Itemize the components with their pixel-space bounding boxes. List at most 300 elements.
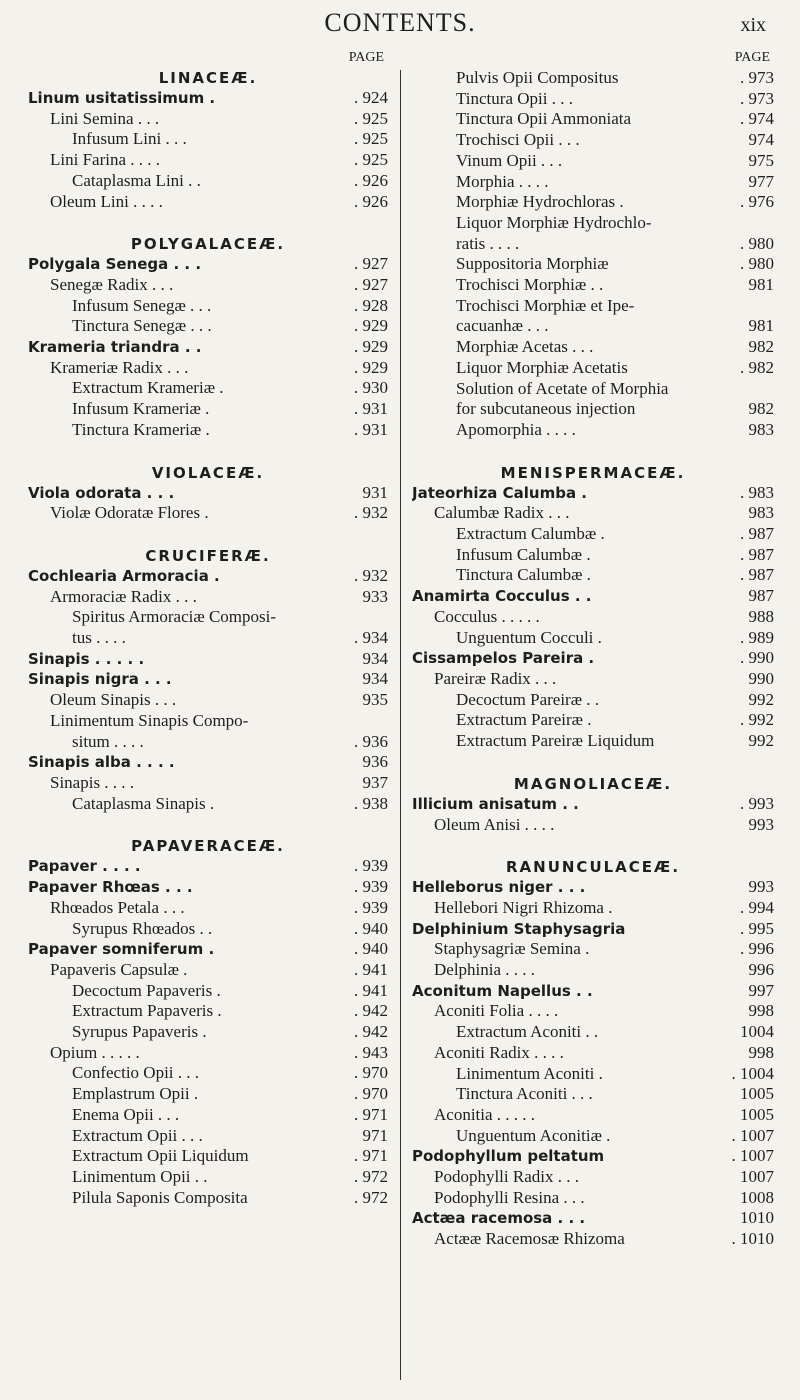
- toc-entry: [28, 399, 388, 420]
- entry-page: . 929: [354, 357, 388, 377]
- entry-name: Calumbæ Radix . . .: [434, 503, 570, 523]
- section-title: VIOLACEÆ.: [151, 463, 265, 482]
- toc-entry: [412, 1043, 774, 1064]
- entry-name: Krameria triandra . .: [28, 338, 202, 357]
- entry-page: . 973: [740, 88, 774, 108]
- column-divider: [400, 70, 401, 1380]
- toc-entry: [412, 89, 774, 110]
- page-title: CONTENTS.: [324, 8, 476, 37]
- toc-entry: [28, 773, 388, 794]
- entry-name: Extractum Pareiræ .: [456, 710, 592, 730]
- entry-name: Podophyllum peltatum: [412, 1147, 605, 1166]
- toc-entry: [28, 129, 388, 150]
- entry-page: . 987: [740, 524, 774, 544]
- entry-name: Rhœados Petala . . .: [50, 897, 185, 917]
- toc-entry-line: Solution of Acetate of Morphia: [456, 378, 669, 398]
- toc-entry-line: Trochisci Morphiæ et Ipe-: [456, 295, 635, 315]
- toc-section: [28, 546, 388, 814]
- entry-name: Enema Opii . . .: [72, 1104, 180, 1124]
- toc-entry: [28, 1146, 388, 1167]
- toc-entry: [412, 358, 774, 379]
- entry-page: . 972: [354, 1187, 388, 1207]
- entry-name: Hellebori Nigri Rhizoma .: [434, 897, 613, 917]
- section-title: LINACEÆ.: [158, 69, 258, 87]
- toc-entry: [412, 524, 774, 545]
- entry-name: Viola odorata . . .: [28, 483, 175, 502]
- toc-entry: [412, 234, 774, 255]
- toc-entry: [412, 939, 774, 960]
- toc-entry: [412, 420, 774, 441]
- toc-entry: [412, 586, 774, 607]
- entry-name: Pulvis Opii Compositus: [456, 68, 619, 87]
- toc-entry: [28, 88, 388, 109]
- entry-name: Tinctura Krameriæ .: [72, 419, 210, 439]
- section-title: RANUNCULACEÆ.: [505, 858, 681, 877]
- page-column-label: PAGE: [348, 50, 384, 65]
- entry-name: Decoctum Papaveris .: [72, 980, 221, 1000]
- entry-name: Tinctura Aconiti . . .: [456, 1084, 593, 1104]
- entry-name: ratis . . . .: [456, 233, 520, 253]
- entry-name: Morphiæ Hydrochloras .: [456, 192, 624, 212]
- toc-entry: [28, 919, 388, 940]
- entry-page: . 971: [354, 1146, 388, 1166]
- left-column: [28, 48, 388, 1208]
- toc-entry: [28, 192, 388, 213]
- entry-page: 981: [748, 275, 774, 295]
- entry-page: 982: [748, 337, 774, 357]
- entry-name: Pilula Saponis Composita: [72, 1187, 248, 1207]
- entry-name: Actæa racemosa . . .: [412, 1209, 586, 1228]
- entry-page: 993: [748, 814, 774, 834]
- entry-name: Tinctura Senegæ . . .: [72, 316, 212, 336]
- entry-page: 1005: [740, 1084, 774, 1104]
- entry-page: . 941: [354, 959, 388, 979]
- entry-page: . 989: [740, 627, 774, 647]
- entry-page: . 929: [354, 316, 388, 336]
- entry-page: 975: [748, 150, 774, 170]
- toc-entry: [28, 794, 388, 815]
- entry-page: . 971: [354, 1104, 388, 1124]
- toc-entry: [412, 919, 774, 940]
- entry-page: . 941: [354, 980, 388, 1000]
- entry-name: Armoraciæ Radix . . .: [50, 586, 197, 606]
- toc-entry: [28, 1022, 388, 1043]
- toc-entry: [412, 815, 774, 836]
- entry-name: Oleum Lini . . . .: [50, 191, 163, 211]
- entry-name: Unguentum Cocculi .: [456, 627, 602, 647]
- entry-page: . 942: [354, 1001, 388, 1021]
- page-number: xix: [740, 14, 766, 36]
- entry-page: 982: [748, 399, 774, 419]
- entry-page: . 982: [740, 357, 774, 377]
- entry-name: Extractum Opii . . .: [72, 1125, 203, 1145]
- entry-name: Cochlearia Armoracia .: [28, 566, 220, 585]
- entry-page: . 926: [354, 191, 388, 211]
- toc-entry: [412, 337, 774, 358]
- toc-entry: [412, 898, 774, 919]
- toc-entry-line: Liquor Morphiæ Hydrochlo-: [456, 212, 652, 232]
- entry-page: 1005: [740, 1104, 774, 1124]
- toc-entry: [28, 316, 388, 337]
- toc-entry: [28, 1084, 388, 1105]
- toc-entry: [28, 628, 388, 649]
- toc-entry: [412, 316, 774, 337]
- entry-name: Krameriæ Radix . . .: [50, 357, 189, 377]
- entry-name: Oleum Sinapis . . .: [50, 690, 177, 710]
- toc-entry: [412, 1105, 774, 1126]
- entry-page: 998: [748, 1042, 774, 1062]
- entry-name: Extractum Krameriæ .: [72, 378, 224, 398]
- entry-page: 981: [748, 316, 774, 336]
- toc-entry: [412, 275, 774, 296]
- entry-name: situm . . . .: [72, 731, 144, 751]
- entry-name: Aconitia . . . . .: [434, 1104, 536, 1124]
- entry-page: 936: [362, 752, 388, 772]
- toc-entry: [412, 648, 774, 669]
- entry-page: 983: [748, 503, 774, 523]
- entry-name: Confectio Opii . . .: [72, 1063, 200, 1083]
- entry-page: . 924: [354, 88, 388, 107]
- toc-entry: [28, 587, 388, 608]
- entry-page: . 987: [740, 544, 774, 564]
- toc-section: [412, 857, 774, 1250]
- entry-name: Papaver somniferum .: [28, 940, 215, 959]
- entry-page: . 992: [740, 710, 774, 730]
- entry-page: . 939: [354, 877, 388, 897]
- toc-entry: [28, 939, 388, 960]
- entry-name: Morphia . . . .: [456, 171, 549, 191]
- entry-page: . 934: [354, 628, 388, 648]
- toc-section: [412, 463, 774, 752]
- entry-page: . 995: [740, 918, 774, 938]
- entry-name: Morphiæ Acetas . . .: [456, 337, 594, 357]
- toc-section: [412, 68, 774, 441]
- section-title: CRUCIFERÆ.: [145, 546, 271, 565]
- entry-page: . 940: [354, 918, 388, 938]
- entry-name: Trochisci Opii . . .: [456, 130, 580, 150]
- toc-entry: [28, 171, 388, 192]
- entry-name: Aconitum Napellus . .: [412, 981, 593, 1000]
- toc-entry: [412, 1229, 774, 1250]
- entry-page: 990: [748, 668, 774, 688]
- toc-entry: [28, 732, 388, 753]
- toc-entry: [28, 358, 388, 379]
- entry-page: . 936: [354, 731, 388, 751]
- entry-name: Suppositoria Morphiæ: [456, 254, 609, 274]
- entry-name: Cataplasma Sinapis .: [72, 793, 215, 813]
- entry-page: 934: [362, 669, 388, 689]
- toc-entry: [412, 1084, 774, 1105]
- toc-entry: [28, 254, 388, 275]
- entry-name: Sinapis . . . . .: [28, 649, 145, 668]
- entry-page: 988: [748, 606, 774, 626]
- entry-page: . 940: [354, 939, 388, 959]
- entry-page: . 990: [740, 648, 774, 668]
- entry-name: Polygala Senega . . .: [28, 255, 202, 274]
- entry-name: Cissampelos Pareira .: [412, 649, 595, 668]
- entry-name: Syrupus Papaveris .: [72, 1022, 207, 1042]
- toc-entry: [28, 566, 388, 587]
- entry-page: 1008: [740, 1187, 774, 1207]
- entry-page: . 970: [354, 1063, 388, 1083]
- entry-page: . 972: [354, 1166, 388, 1186]
- entry-name: Tinctura Calumbæ .: [456, 565, 591, 585]
- entry-name: Delphinia . . . .: [434, 960, 536, 980]
- entry-page: . 987: [740, 565, 774, 585]
- entry-name: Infusum Lini . . .: [72, 129, 187, 149]
- entry-page: 977: [748, 171, 774, 191]
- toc-entry: [28, 150, 388, 171]
- entry-name: Jateorhiza Calumba .: [412, 483, 588, 502]
- toc-entry: [28, 690, 388, 711]
- toc-entry: [28, 378, 388, 399]
- toc-entry: [412, 1001, 774, 1022]
- entry-name: Illicium anisatum . .: [412, 794, 579, 813]
- entry-name: Extractum Papaveris .: [72, 1001, 222, 1021]
- entry-name: Papaveris Capsulæ .: [50, 959, 188, 979]
- entry-page: . 1007: [731, 1146, 774, 1166]
- entry-page: 983: [748, 419, 774, 439]
- toc-entry: [28, 1063, 388, 1084]
- entry-page: . 1007: [731, 1125, 774, 1145]
- entry-page: . 928: [354, 295, 388, 315]
- entry-name: Senegæ Radix . . .: [50, 274, 174, 294]
- entry-page: 931: [362, 482, 388, 502]
- entry-page: . 970: [354, 1084, 388, 1104]
- entry-page: 974: [748, 130, 774, 150]
- toc-entry: [412, 130, 774, 151]
- entry-page: 1004: [740, 1022, 774, 1042]
- toc-entry: [412, 669, 774, 690]
- toc-entry: [28, 960, 388, 981]
- toc-entry: [28, 1188, 388, 1209]
- toc-entry: [28, 1043, 388, 1064]
- entry-page: 935: [362, 690, 388, 710]
- toc-entry: [28, 856, 388, 877]
- entry-name: Trochisci Morphiæ . .: [456, 275, 604, 295]
- entry-page: 993: [748, 877, 774, 897]
- section-title: PAPAVERACEÆ.: [131, 837, 285, 856]
- entry-page: . 983: [740, 482, 774, 502]
- toc-entry: [28, 669, 388, 690]
- entry-name: Cocculus . . . . .: [434, 606, 540, 626]
- entry-name: Infusum Senegæ . . .: [72, 295, 212, 315]
- entry-name: Pareiræ Radix . . .: [434, 668, 557, 688]
- entry-name: Aconiti Folia . . . .: [434, 1001, 559, 1021]
- toc-entry: [412, 690, 774, 711]
- entry-name: Extractum Aconiti . .: [456, 1022, 599, 1042]
- entry-page: . 931: [354, 419, 388, 439]
- section-title: MAGNOLIACEÆ.: [513, 774, 673, 793]
- toc-entry: [28, 1105, 388, 1126]
- entry-name: Decoctum Pareiræ . .: [456, 689, 600, 709]
- entry-name: Podophylli Resina . . .: [434, 1187, 585, 1207]
- toc-entry: [412, 151, 774, 172]
- toc-entry: [412, 545, 774, 566]
- entry-page: 997: [748, 980, 774, 1000]
- entry-name: Tinctura Opii Ammoniata: [456, 109, 632, 129]
- entry-page: . 1004: [731, 1063, 774, 1083]
- toc-entry: [28, 1001, 388, 1022]
- toc-section: [28, 234, 388, 440]
- entry-name: Syrupus Rhœados . .: [72, 918, 213, 938]
- entry-page: . 925: [354, 108, 388, 128]
- toc-entry: [412, 731, 774, 752]
- entry-name: Apomorphia . . . .: [456, 419, 576, 439]
- entry-page: . 927: [354, 254, 388, 274]
- entry-name: Delphinium Staphysagria: [412, 919, 626, 938]
- entry-page: . 930: [354, 378, 388, 398]
- entry-name: cacuanhæ . . .: [456, 316, 549, 336]
- entry-name: Actææ Racemosæ Rhizoma: [434, 1229, 625, 1249]
- entry-page: 971: [362, 1125, 388, 1145]
- entry-page: . 996: [740, 939, 774, 959]
- toc-entry: [28, 109, 388, 130]
- toc-entry: [28, 877, 388, 898]
- entry-page: 992: [748, 689, 774, 709]
- entry-page: . 929: [354, 337, 388, 357]
- toc-entry: [412, 607, 774, 628]
- toc-entry: [28, 503, 388, 524]
- entry-name: Violæ Odoratæ Flores .: [50, 503, 209, 523]
- entry-page: 998: [748, 1001, 774, 1021]
- entry-page: 996: [748, 960, 774, 980]
- toc-section: [28, 463, 388, 524]
- entry-page: . 980: [740, 254, 774, 274]
- toc-entry: [28, 898, 388, 919]
- entry-page: . 926: [354, 170, 388, 190]
- right-column: [412, 48, 774, 1250]
- entry-page: . 943: [354, 1042, 388, 1062]
- toc-section: [28, 836, 388, 1208]
- toc-entry-line: Linimentum Sinapis Compo-: [50, 710, 249, 730]
- toc-entry: [28, 483, 388, 504]
- entry-page: . 980: [740, 233, 774, 253]
- entry-name: Liquor Morphiæ Acetatis: [456, 357, 628, 377]
- entry-name: Oleum Anisi . . . .: [434, 814, 555, 834]
- entry-name: Unguentum Aconitiæ .: [456, 1125, 611, 1145]
- toc-section: [28, 68, 388, 212]
- entry-page: . 974: [740, 109, 774, 129]
- entry-name: Papaver . . . .: [28, 857, 141, 876]
- entry-name: Staphysagriæ Semina .: [434, 939, 590, 959]
- toc-entry: [412, 483, 774, 504]
- entry-page: 992: [748, 731, 774, 751]
- toc-entry: [28, 1167, 388, 1188]
- entry-page: . 932: [354, 565, 388, 585]
- entry-page: 934: [362, 648, 388, 668]
- entry-page: . 976: [740, 192, 774, 212]
- entry-name: Helleborus niger . . .: [412, 878, 586, 897]
- entry-name: Extractum Pareiræ Liquidum: [456, 731, 655, 751]
- entry-name: Linimentum Opii . .: [72, 1166, 208, 1186]
- toc-entry: [28, 275, 388, 296]
- toc-entry: [412, 710, 774, 731]
- section-title: MENISPERMACEÆ.: [500, 463, 686, 482]
- entry-name: Sinapis nigra . . .: [28, 670, 172, 689]
- entry-name: Linimentum Aconiti .: [456, 1063, 603, 1083]
- toc-entry: [412, 1188, 774, 1209]
- entry-name: Extractum Calumbæ .: [456, 524, 605, 544]
- entry-name: Tinctura Opii . . .: [456, 88, 573, 108]
- toc-entry: [412, 1126, 774, 1147]
- toc-entry: [28, 981, 388, 1002]
- entry-name: Infusum Krameriæ .: [72, 399, 210, 419]
- entry-name: Vinum Opii . . .: [456, 150, 563, 170]
- toc-entry: [412, 1146, 774, 1167]
- toc-section: [412, 774, 774, 835]
- toc-entry: [412, 981, 774, 1002]
- entry-name: Podophylli Radix . . .: [434, 1167, 579, 1187]
- toc-entry: [412, 192, 774, 213]
- toc-entry: [28, 420, 388, 441]
- entry-name: Aconiti Radix . . . .: [434, 1042, 564, 1062]
- entry-name: Anamirta Cocculus . .: [412, 587, 592, 606]
- entry-name: Infusum Calumbæ .: [456, 544, 591, 564]
- left-sections: [28, 68, 388, 1208]
- entry-page: . 942: [354, 1022, 388, 1042]
- entry-page: 937: [362, 772, 388, 792]
- entry-page: . 973: [740, 68, 774, 87]
- page-column-label: PAGE: [734, 50, 770, 65]
- right-sections: [412, 68, 774, 1250]
- entry-name: Extractum Opii Liquidum: [72, 1146, 249, 1166]
- toc-entry: [412, 399, 774, 420]
- toc-entry: [412, 1167, 774, 1188]
- entry-name: Emplastrum Opii .: [72, 1084, 199, 1104]
- toc-entry: [28, 337, 388, 358]
- toc-entry: [412, 254, 774, 275]
- toc-entry-line: Spiritus Armoraciæ Composi-: [72, 607, 276, 627]
- toc-entry: [412, 1022, 774, 1043]
- entry-page: . 993: [740, 793, 774, 813]
- entry-page: . 1010: [731, 1229, 774, 1249]
- toc-entry: [412, 68, 774, 89]
- toc-entry: [412, 877, 774, 898]
- entry-page: . 932: [354, 503, 388, 523]
- toc-entry: [28, 296, 388, 317]
- entry-name: Opium . . . . .: [50, 1042, 140, 1062]
- entry-page: 1010: [740, 1208, 774, 1228]
- toc-entry: [412, 172, 774, 193]
- toc-entry: [412, 960, 774, 981]
- entry-page: 1007: [740, 1167, 774, 1187]
- toc-entry: [412, 1064, 774, 1085]
- entry-name: Cataplasma Lini . .: [72, 170, 201, 190]
- toc-entry: [412, 109, 774, 130]
- entry-page: . 939: [354, 856, 388, 876]
- toc-entry: [412, 503, 774, 524]
- page-header: [0, 0, 800, 40]
- entry-page: . 925: [354, 150, 388, 170]
- entry-name: for subcutaneous injection: [456, 399, 636, 419]
- toc-entry: [412, 628, 774, 649]
- toc-entry: [412, 794, 774, 815]
- entry-page: 987: [748, 586, 774, 606]
- toc-entry: [28, 649, 388, 670]
- entry-page: 933: [362, 586, 388, 606]
- entry-name: Lini Farina . . . .: [50, 150, 161, 170]
- entry-name: Sinapis . . . .: [50, 772, 135, 792]
- entry-page: . 994: [740, 897, 774, 917]
- entry-name: Papaver Rhœas . . .: [28, 878, 193, 897]
- entry-page: . 927: [354, 274, 388, 294]
- entry-name: Linum usitatissimum .: [28, 89, 216, 107]
- toc-entry: [412, 565, 774, 586]
- entry-name: Lini Semina . . .: [50, 108, 160, 128]
- entry-page: . 925: [354, 129, 388, 149]
- entry-name: tus . . . .: [72, 628, 126, 648]
